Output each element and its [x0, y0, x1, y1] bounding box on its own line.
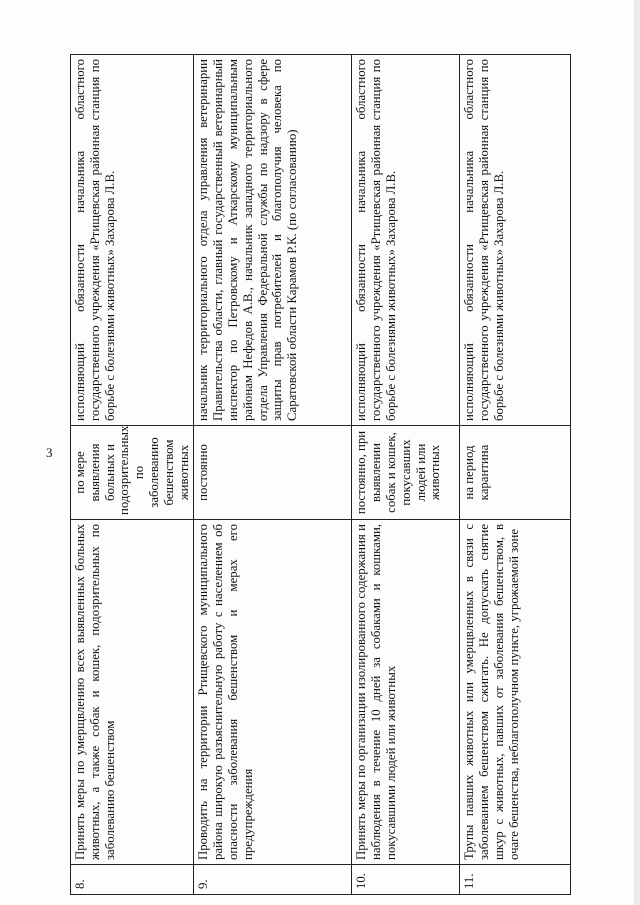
row-number: 9.	[194, 865, 352, 895]
responsible-cell: исполняющий обязанности начальника областного государственного учреждения «Ртищевская районная станция по борьбе с болезнями животных» Захарова Л.В.	[71, 55, 194, 426]
deadline-cell: постоянно, при выявлении собак и кошек, покусавших людей или животных	[352, 426, 460, 520]
table-row	[71, 55, 194, 895]
scan-edge	[634, 0, 640, 905]
action-cell: Принять меры по организации изолированного содержания и наблюдения в течение 10 дней за собаками и кошками, покусавшими людей или животных	[352, 520, 460, 865]
table-row	[194, 55, 352, 895]
row-number: 11.	[460, 865, 571, 895]
deadline-cell: постоянно	[194, 426, 352, 520]
action-cell: Проводить на территории Ртищевского муниципального района широкую разъяснительную работу с населением об опасности заболевания бешенством и мерах его предупреждения	[194, 520, 352, 865]
responsible-cell: начальник территориального отдела управления ветеринарии Правительства области, главный государственный ветеринарный инспектор по Петровскому и Аткарскому муниципальным районам Нефедов А.В., начальник западного территориального отдела Управления Федеральной службы по надзору в сфере защиты прав потребителей и благополучия человека по Саратовской области Карамов Р.К. (по согласованию)	[194, 55, 352, 426]
rotated-table-container	[70, 55, 545, 895]
responsible-cell: исполняющий обязанности начальника областного государственного учреждения «Ртищевская районная станция по борьбе с болезнями животных» Захарова Л.В.	[352, 55, 460, 426]
table-row	[352, 55, 460, 895]
deadline-cell: по мере выявления больных и подозрительных по заболеванию бешенством животных	[71, 426, 194, 520]
page-number: 3	[46, 445, 53, 460]
table-row	[460, 55, 571, 895]
action-cell: Принять меры по умерщвлению всех выявленных больных животных, а также собак и кошек, подозрительных по заболеванию бешенством	[71, 520, 194, 865]
row-number: 10.	[352, 865, 460, 895]
deadline-cell: на период карантина	[460, 426, 571, 520]
measures-table	[70, 54, 571, 895]
action-cell: Трупы павших животных или умерщвленных в связи с заболеванием бешенством сжигать. Не допускать снятие шкур с животных, павших от заболевания бешенством, в очаге бешенства, неблагополучном пункте, угрожаемой зоне	[460, 520, 571, 865]
responsible-cell: исполняющий обязанности начальника областного государственного учреждения «Ртищевская районная станция по борьбе с болезнями животных» Захарова Л.В.	[460, 55, 571, 426]
row-number: 8.	[71, 865, 194, 895]
